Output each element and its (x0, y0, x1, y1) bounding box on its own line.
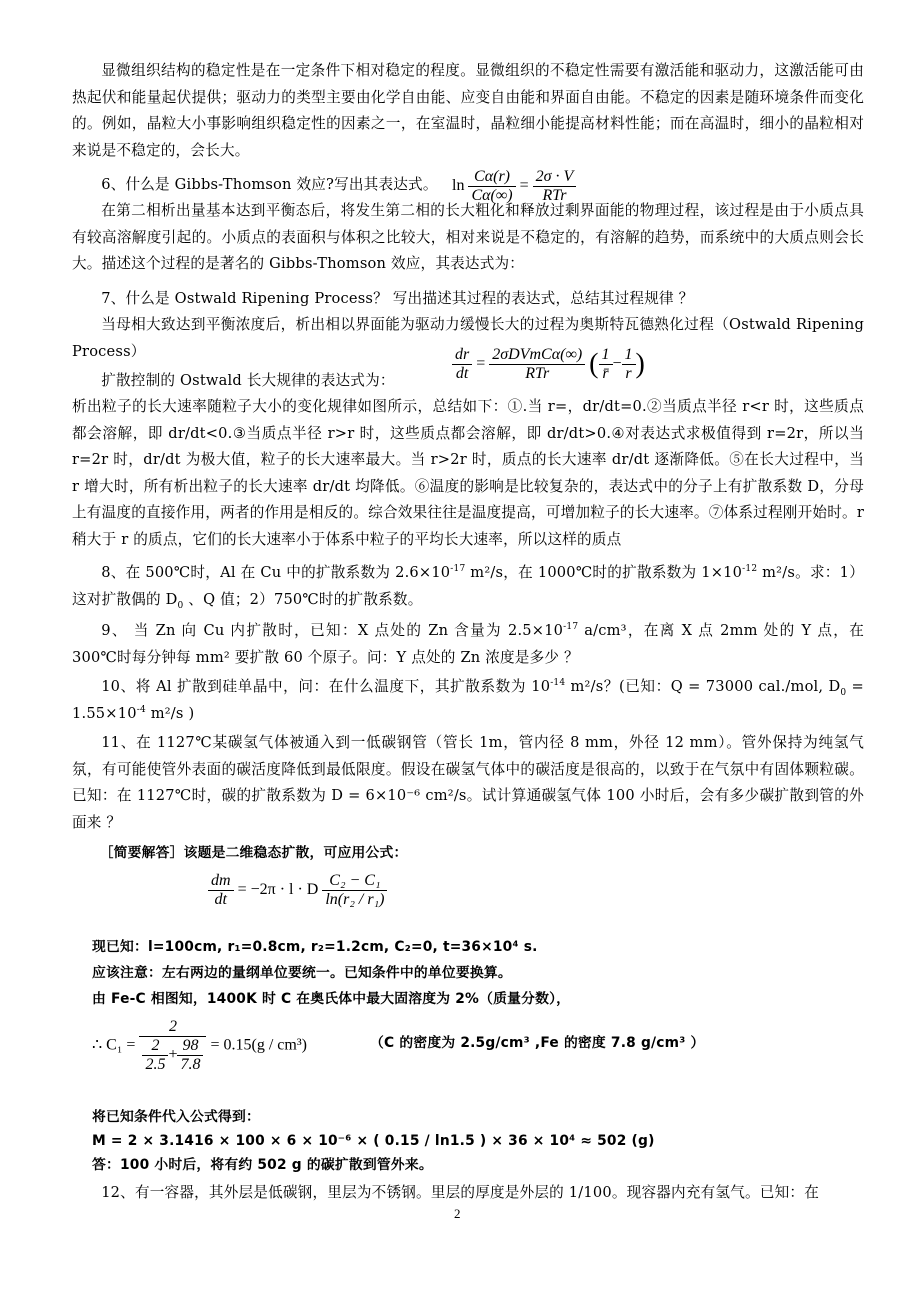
formula-dt: dt (214, 891, 227, 908)
formula-minus: − (612, 355, 622, 373)
formula-d2-denominator: 7.8 (180, 1056, 201, 1073)
question-8: 8、在 500℃时，Al 在 Cu 中的扩散系数为 $2.6\times 10^{-17}$ m²/s，在 1000℃时的扩散系数为 $1\times 10^{-12}$ m²/s。求：1）这对扩散偶的 $D_0$ 、Q 值；2）750℃时的扩散系数。 (72, 564, 864, 611)
formula-lhs: ∴ C₁ = (92, 1036, 136, 1054)
answer-11-note: 应该注意：左右两边的量纲单位要统一。已知条件中的单位要换算。 (92, 965, 512, 981)
formula-dt: dt (455, 365, 469, 382)
paragraph-ostwald-rules: 析出粒子的长大速率随粒子大小的变化规律如图所示，总结如下：①.当 r=，dr/dt=0.②当质点半径 r<r 时，这些质点都会溶解，即 dr/dt<0.③当质点半径 r>r 时，这些质点都会溶解，即 dr/dt>0.④对表达式求极值得到 r=2r，所以当 r=2r 时，dr/dt 为极大值，粒子的长大速率最大。当 r>2r 时，质点的长大速率 dr/dt 逐渐降低。⑤在长大过程中，当 r 增大时，所有析出粒子的长大速率 dr/dt 均降低。⑥温度的影响是比较复杂的，表达式中的分子上有扩散系数 D，分母上有温度的直接作用，两者的作用是相反的。综合效果往往是温度提高，可增加粒子的长大速率。⑦体系过程刚开始时。r 稍大于 r 的质点，它们的长大速率小于体系中粒子的平均长大速率，所以这样的质点 (72, 398, 864, 548)
paragraph-ostwald-definition: 当母相大致达到平衡浓度后，析出相以界面能为驱动力缓慢长大的过程为奥斯特瓦德熟化过程（Ostwald Ripening Process） (72, 316, 864, 360)
formula-ln: ln (452, 177, 465, 195)
page-number: 2 (454, 1206, 461, 1221)
ostwald-formula: $\frac{dr}{dt}$ = $\frac{\text{2σDVmCα(∞)}}{\text{RTr}}$ ( $\frac{1}{r̄}$ − $\frac{1}{r}$ ) (452, 346, 645, 383)
answer-11-phase-diagram: 由 Fe-C 相图知，1400K 时 C 在奥氏体中最大固溶度为 2%（质量分数）， (92, 991, 571, 1007)
question-12: 12、有一容器，其外层是低碳钢，里层为不锈钢。里层的厚度是外层的 1/100。现容器内充有氢气。已知：在 (101, 1184, 819, 1201)
formula-d1-denominator: 2.5 (145, 1056, 166, 1073)
formula-rhs: = 0.15(g / cm³) (210, 1036, 307, 1054)
answer-11-density: （C 的密度为 2.5g/cm³ ,Fe 的密度 7.8 g/cm³ ） (370, 1035, 705, 1051)
answer-11-answer: 答：100 小时后，将有约 502 g 的碳扩散到管外来。 (92, 1157, 433, 1173)
formula-d2-numerator: 98 (177, 1037, 203, 1056)
paragraph-ostwald-expression: 扩散控制的 Ostwald 长大规律的表达式为： (101, 372, 395, 389)
formula-dr: dr (452, 346, 472, 365)
formula-rhs: = −2π · l · D (237, 881, 319, 899)
diffusion-rate-formula (208, 872, 387, 909)
formula-numerator: 2 (139, 1018, 206, 1037)
formula-numerator: 2σDVmCα(∞) (489, 346, 585, 365)
formula-r: r (625, 365, 632, 382)
question-11: 11、在 1127℃某碳氢气体被通入到一低碳钢管（管长 1m，管内径 8 mm，外径 12 mm）。管外保持为纯氢气氛，有可能使管外表面的碳活度降低到最低限度。假设在碳氢气体中的碳活度是很高的，以致于在气氛中有固体颗粒碳。已知：在 1127℃时，碳的扩散系数为 D = 6×10⁻⁶ cm²/s。试计算通碳氢气体 100 小时后，会有多少碳扩散到管的外面来 ？ (72, 734, 864, 831)
answer-11-calculation: M = 2 × 3.1416 × 100 × 6 × 10⁻⁶ × ( 0.15 / ln1.5 ) × 36 × 10⁴ ≈ 502 (g) (92, 1133, 655, 1149)
formula-equals: = (476, 355, 486, 373)
question-9: 9、 当 Zn 向 Cu 内扩散时，已知：X 点处的 Zn 含量为 $2.5\times 10^{-17}$ a/cm³，在离 X 点 2mm 处的 Y 点，在 300℃时每分钟每 mm² 要扩散 60 个原子。问：Y 点处的 Zn 浓度是多少 ？ (72, 622, 865, 666)
formula-one-b: 1 (622, 346, 636, 365)
formula-denominator: Cα(∞) (471, 187, 513, 204)
formula-rbar: r̄ (602, 365, 609, 382)
formula-one: 1 (599, 346, 613, 365)
question-7: 7、什么是 Ostwald Ripening Process？ 写出描述其过程的表达式，总结其过程规律 ？ (101, 290, 694, 307)
formula-plus: + (168, 1046, 178, 1064)
formula-rhs-denominator: RTr (542, 187, 567, 204)
formula-rhs-numerator: 2σ · V (533, 168, 577, 187)
formula-equals: = (519, 177, 529, 195)
formula-denominator: RTr (525, 365, 550, 382)
c1-formula (92, 1018, 307, 1074)
answer-11-substitute: 将已知条件代入公式得到： (92, 1109, 260, 1125)
answer-11-heading: ［简要解答］该题是二维稳态扩散，可应用公式： (99, 845, 408, 861)
formula-numerator: C₂ − C₁ (322, 872, 387, 891)
formula-numerator: Cα(r) (468, 168, 515, 187)
formula-dm: dm (208, 872, 234, 891)
question-10: 10、将 Al 扩散到硅单晶中，问：在什么温度下，其扩散系数为 $10^{-14}$ m²/s？(已知：Q = 73000 cal./mol, $D_0 = 1.55\times 10^{-4}$ m²/s ) (72, 678, 864, 722)
answer-11-known: 现已知：l=100cm, r₁=0.8cm, r₂=1.2cm, C₂=0, t=36×10⁴ s. (92, 939, 538, 955)
paragraph-stability: 显微组织结构的稳定性是在一定条件下相对稳定的程度。显微组织的不稳定性需要有激活能和驱动力，这激活能可由热起伏和能量起伏提供；驱动力的类型主要由化学自由能、应变自由能和界面自由能。不稳定的因素是随环境条件而变化的。例如，晶粒大小事影响组织稳定性的因素之一，在室温时，晶粒细小能提高材料性能；而在高温时，细小的晶粒相对来说是不稳定的，会长大。 (72, 62, 864, 159)
paragraph-gibbs-thomson: 在第二相析出量基本达到平衡态后，将发生第二相的长大粗化和释放过剩界面能的物理过程，该过程是由于小质点具有较高溶解度引起的。小质点的表面积与体积之比较大，相对来说是不稳定的，有溶解的趋势，而系统中的大质点则会长大。描述这个过程的是著名的 Gibbs-Thomson 效应，其表达式为： (72, 202, 864, 272)
question-6: 6、什么是 Gibbs-Thomson 效应?写出其表达式。 (101, 176, 438, 193)
formula-d1-numerator: 2 (142, 1037, 168, 1056)
formula-denominator: ln(r₂ / r₁) (325, 891, 385, 908)
